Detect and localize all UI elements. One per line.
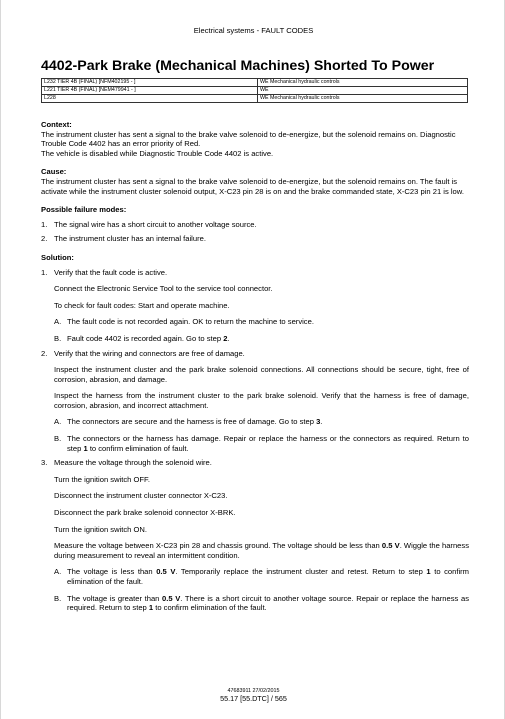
config-cell: WE [258, 87, 468, 95]
option-letter: B. [54, 434, 62, 444]
voltage-value: 0.5 V [381, 541, 400, 551]
option-letter: B. [54, 593, 62, 603]
option-text [67, 594, 469, 613]
item-text: The signal wire has a short circuit to another voltage source. [54, 219, 257, 229]
step-ref: 2 [223, 333, 228, 343]
config-cell: WE Mechanical hydraulic controls [258, 95, 468, 103]
step-2 [41, 349, 469, 359]
config-cell: WE Mechanical hydraulic controls [258, 79, 468, 87]
step-3-instruction-5 [41, 541, 469, 560]
failure-modes-heading: Possible failure modes: [41, 205, 127, 215]
context-text-2: The vehicle is disabled while Diagnostic Trouble Code 4402 is active. [41, 148, 274, 158]
step-3-instruction-4: Turn the ignition switch ON. [54, 524, 147, 534]
option-text-part: The connectors or the harness has damage. Repair or replace the harness or the connectors as required. Return to step [67, 434, 469, 453]
voltage-value: 0.5 V [162, 593, 181, 603]
list-item [41, 220, 469, 230]
step-ref: 1 [83, 443, 88, 453]
option-text-end: to confirm elimination of the fault. [67, 567, 470, 586]
option-text-part-2: . There is a short circuit to another voltage source. Repair or replace the harness as required. Return to step [67, 593, 469, 613]
step-3-option-a [41, 567, 469, 586]
step-2-option-a [41, 417, 469, 427]
model-cell: L232 TIER 4B (FINAL) [NFM402195 - ] [42, 79, 258, 87]
option-text-part: The voltage is less than [67, 567, 157, 577]
model-cell: L228 [42, 95, 258, 103]
cause-text: The instrument cluster has sent a signal to the brake valve solenoid to de-energize, but the solenoid remains on. The fault is activate while the instrument cluster solenoid output, X-C23 pin 28 is on and the brake commanded state, X-C23 pin 21 is low. [41, 176, 464, 196]
step-2-option-b [41, 434, 469, 453]
running-header: Electrical systems - FAULT CODES [193, 26, 314, 35]
item-number: 1. [41, 219, 48, 229]
step-3-option-b [41, 594, 469, 613]
instruction-part: Measure the voltage between X-C23 pin 28 and chassis ground. The voltage should be less than [54, 541, 382, 551]
step-text: Verify that the wiring and connectors are free of damage. [54, 348, 245, 358]
step-text: Measure the voltage through the solenoid wire. [54, 458, 212, 468]
model-cell: L221 TIER 4B (FINAL) [NEM479941 - ] [42, 87, 258, 95]
option-text-end: . [227, 333, 230, 343]
page-footer [1, 687, 505, 703]
step-number: 2. [41, 348, 48, 358]
step-2-instruction-2: Inspect the harness from the instrument cluster to the park brake solenoid. Verify that the harness is free of damage, corrosion, abrasion, and incorrect attachment. [54, 391, 469, 410]
list-item [41, 234, 469, 244]
option-text-end: . [320, 417, 323, 427]
step-2-instruction: Inspect the instrument cluster and the park brake solenoid connections. All connections should be secure, tight, free of corrosion, abrasion, and damage. [54, 365, 469, 384]
step-1-instruction: Connect the Electronic Service Tool to the service tool connector. [54, 284, 273, 294]
option-text [67, 434, 469, 453]
step-number: 1. [41, 267, 48, 277]
option-letter: A. [54, 417, 62, 427]
step-1-instruction-2: To check for fault codes: Start and operate machine. [54, 300, 230, 310]
step-ref: 1 [426, 567, 431, 577]
step-3-instruction-3: Disconnect the park brake solenoid connector X-BRK. [54, 508, 236, 518]
step-3-instruction: Turn the ignition switch OFF. [54, 474, 150, 484]
document-number: 47683911 27/02/2015 [227, 688, 280, 694]
applicability-table [41, 78, 468, 103]
step-ref: 1 [148, 603, 154, 613]
cause-heading: Cause: [41, 167, 67, 177]
option-text-end: to confirm elimination of fault. [87, 443, 189, 453]
main-content [41, 120, 469, 613]
step-number: 3. [41, 458, 48, 468]
step-1-option-a [41, 317, 469, 327]
step-3-instruction-2: Disconnect the instrument cluster connector X-C23. [54, 491, 228, 501]
option-letter: A. [54, 317, 62, 327]
option-text-end: to confirm elimination of the fault. [153, 603, 267, 613]
option-text-part-2: . Temporarily replace the instrument cluster and retest. Return to step [175, 567, 427, 577]
context-heading: Context: [41, 120, 72, 129]
solution-heading: Solution: [41, 252, 74, 262]
table-row [42, 87, 468, 95]
step-text: Verify that the fault code is active. [54, 267, 168, 277]
step-1-option-b [41, 334, 469, 344]
step-1 [41, 268, 469, 278]
option-text-part: Fault code 4402 is recorded again. Go to step [67, 333, 224, 343]
page-title: 4402-Park Brake (Mechanical Machines) Shorted To Power [41, 58, 435, 74]
option-letter: B. [54, 333, 62, 343]
option-text-part: The voltage is greater than [67, 593, 163, 603]
table-row [42, 79, 468, 87]
item-text: The instrument cluster has an internal failure. [54, 234, 206, 244]
option-text [67, 417, 469, 427]
instruction-part-2: . Wiggle the harness during measurement to reveal an intermittent condition. [54, 541, 469, 560]
option-text: The fault code is not recorded again. OK to return the machine to service. [67, 317, 314, 327]
option-text [67, 334, 469, 344]
option-text [67, 567, 469, 586]
table-row [42, 95, 468, 103]
step-ref: 3 [316, 417, 321, 427]
option-text-part: The connectors are secure and the harness is free of damage. Go to step [67, 417, 317, 427]
option-letter: A. [54, 567, 62, 577]
context-text: The instrument cluster has sent a signal to the brake valve solenoid to de-energize, but the solenoid remains on. Diagnostic Trouble Code 4402 has an error priority of Red. [41, 129, 456, 149]
item-number: 2. [41, 234, 48, 244]
step-3 [41, 458, 469, 468]
page-number: 55.17 [55.DTC] / 565 [220, 694, 287, 703]
voltage-value: 0.5 V [156, 567, 176, 577]
